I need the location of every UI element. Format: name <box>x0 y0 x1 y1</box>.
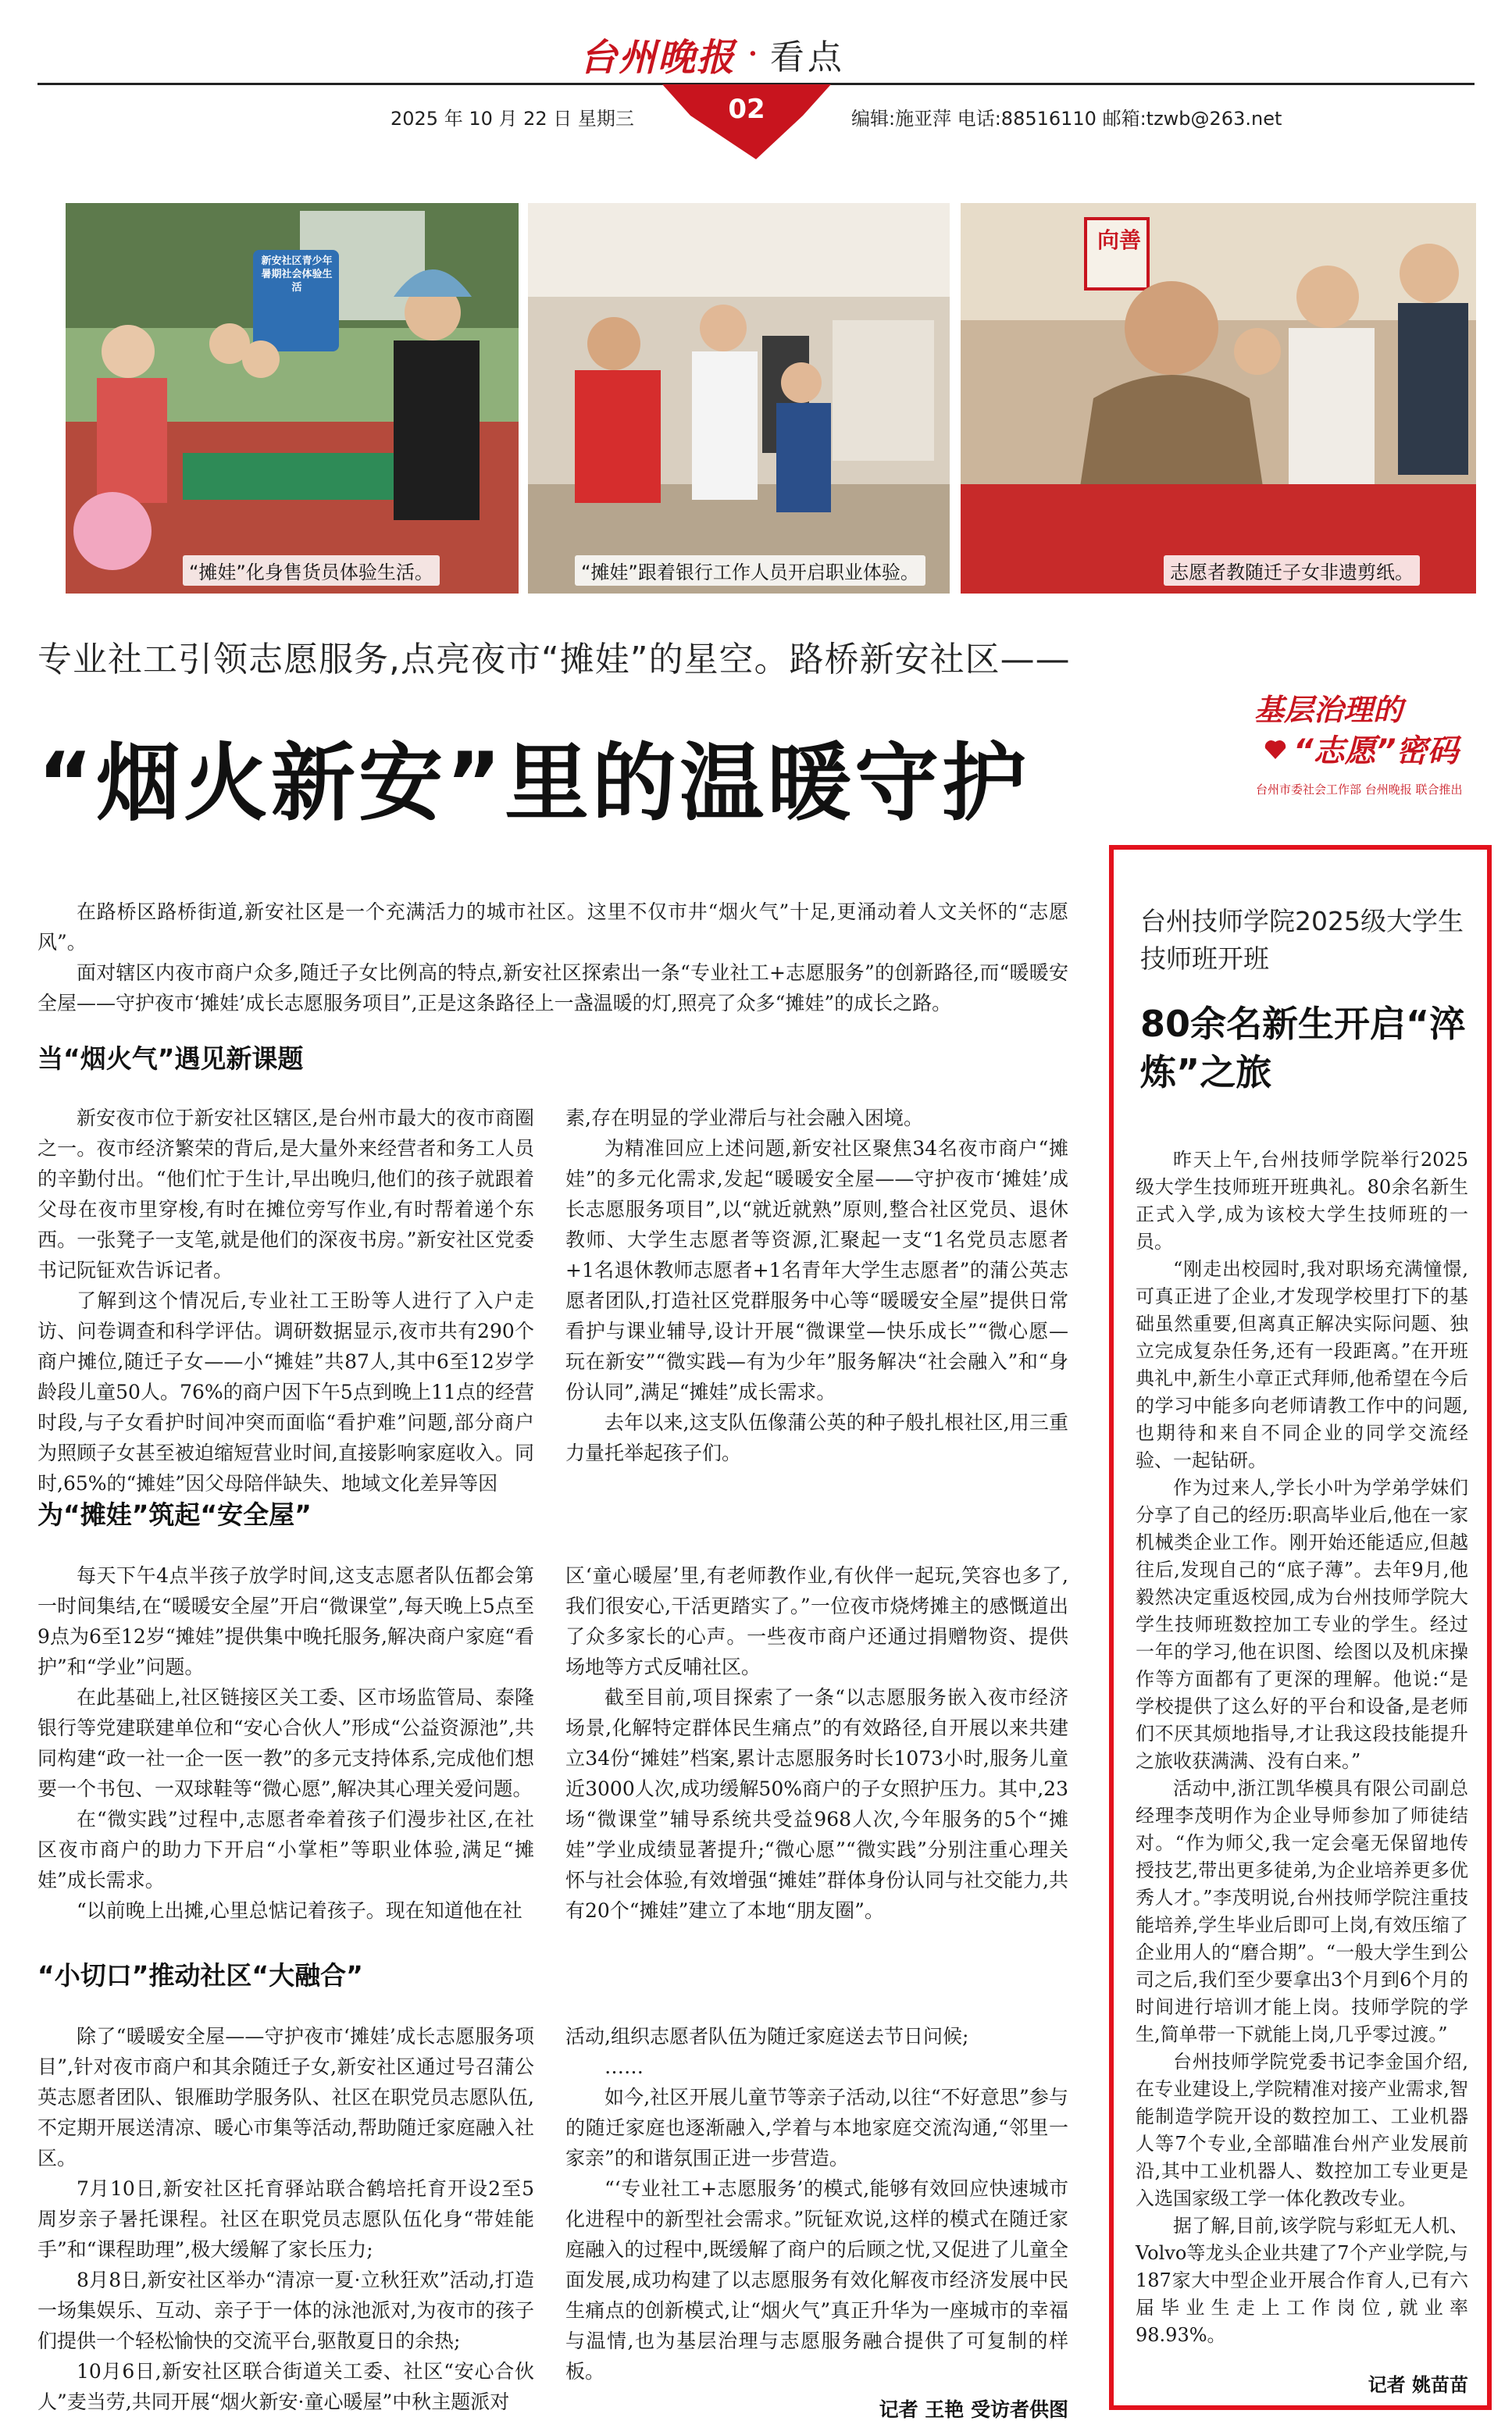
paragraph: 在此基础上,社区链接区关工委、区市场监管局、泰隆银行等党建联建单位和“安心合伙人”形成“公益资源池”,共同构建“政一社一企一医一教”的多元支持体系,完成他们想要一个书包、一双球鞋等“微心愿”,解决其心理关爱问题。 <box>37 1686 534 1800</box>
photo-bank-visit-image <box>528 203 950 594</box>
main-byline: 记者 王艳 受访者供图 <box>879 2398 1068 2421</box>
paragraph: 7月10日,新安社区托育驿站联合鹤培托育开设2至5周岁亲子暑托课程。社区在职党员志愿队伍化身“带娃能手”和“课程助理”,极大缓解了家长压力; <box>37 2177 534 2261</box>
sidebar-byline: 记者 姚苗苗 <box>1368 2374 1468 2396</box>
paragraph: 去年以来,这支队伍像蒲公英的种子般扎根社区,用三重力量托举起孩子们。 <box>565 1411 1068 1464</box>
paragraph: 新安夜市位于新安社区辖区,是台州市最大的夜市商圈之一。夜市经济繁荣的背后,是大量外来经营者和务工人员的辛勤付出。“他们忙于生计,早出晚归,他们的孩子就跟着父母在夜市里穿梭,有时在摊位旁写作业,有时帮着递个东西。一张凳子一支笔,就是他们的深夜书房。”新安社区党委书记阮钲欢告诉记者。 <box>37 1107 534 1282</box>
paragraph: 如今,社区开展儿童节等亲子活动,以往“不好意思”参与的随迁家庭也逐渐融入,学着与本地家庭交流沟通,“邻里一家亲”的和谐氛围正进一步营造。 <box>565 2086 1068 2169</box>
issue-date: 2025 年 10 月 22 日 星期三 <box>390 108 634 130</box>
section3-column-2 <box>565 2021 1068 2387</box>
section-heading: 当“烟火气”遇见新课题 <box>37 1043 304 1074</box>
section1-column-1 <box>37 1103 534 1499</box>
photo-paper-cutting-image <box>961 203 1476 594</box>
paragraph: “以前晚上出摊,心里总惦记着孩子。现在知道他在社 <box>77 1899 522 1922</box>
headline-kicker: 专业社工引领志愿服务,点亮夜市“摊娃”的星空。路桥新安社区—— <box>37 640 1071 679</box>
paragraph: 10月6日,新安社区联合街道关工委、社区“安心合伙人”麦当劳,共同开展“烟火新安·童心暖屋”中秋主题派对 <box>37 2360 534 2413</box>
issue-meta <box>390 94 1475 134</box>
paragraph: 作为过来人,学长小叶为学弟学妹们分享了自己的经历:职高毕业后,他在一家机械类企业工作。刚开始还能适应,但越往后,发现自己的“底子薄”。去年9月,他毅然决定重返校园,成为台州技师学院大学生技师班数控加工专业的学生。经过一年的学习,他在识图、绘图以及机床操作等方面都有了更深的理解。他说:“是学校提供了这么好的平台和设备,是老师们不厌其烦地指导,才让我这段技能提升之旅收获满满、没有白来。” <box>1136 1477 1468 1772</box>
paragraph: 在“微实践”过程中,志愿者牵着孩子们漫步社区,在社区夜市商户的助力下开启“小掌柜”等职业体验,满足“摊娃”成长需求。 <box>37 1808 534 1891</box>
section3-column-1 <box>37 2021 534 2417</box>
paragraph: 昨天上午,台州技师学院举行2025级大学生技师班开班典礼。80余名新生正式入学,成为该校大学生技师班的一员。 <box>1136 1149 1468 1253</box>
photo-bank-visit <box>528 203 950 594</box>
paragraph: …… <box>604 2055 644 2078</box>
masthead <box>579 27 908 81</box>
paper-name: 台州晚报 <box>579 35 736 80</box>
paragraph: 每天下午4点半孩子放学时间,这支志愿者队伍都会第一时间集结,在“暖暖安全屋”开启“微课堂”,每天晚上5点至9点为6至12岁“摊娃”提供集中晚托服务,解决商户家庭“看护”和“学业”问题。 <box>37 1564 534 1678</box>
heart-icon <box>1262 736 1289 762</box>
photo-caption: “摊娃”化身售货员体验生活。 <box>183 555 440 586</box>
photo-caption: 志愿者教随迁子女非遗剪纸。 <box>1164 555 1420 586</box>
logo-line-3: 台州市委社会工作部 台州晚报 联合推出 <box>1256 783 1463 797</box>
paragraph: 面对辖区内夜市商户众多,随迁子女比例高的特点,新安社区探索出一条“专业社工+志愿服务”的创新路径,而“暖暖安全屋——守护夜市‘摊娃’成长志愿服务项目”,正是这条路径上一盏温暖的灯,照亮了众多“摊娃”的成长之路。 <box>37 961 1068 1014</box>
paragraph: 素,存在明显的学业滞后与社会融入困境。 <box>565 1107 923 1129</box>
paragraph: 除了“暖暖安全屋——守护夜市‘摊娃’成长志愿服务项目”,针对夜市商户和其余随迁子女,新安社区通过号召蒲公英志愿者团队、银雁助学服务队、社区在职党员志愿队伍,不定期开展送清凉、暖心市集等活动,帮助随迁家庭融入社区。 <box>37 2025 534 2169</box>
section2-column-2 <box>565 1560 1068 1926</box>
section-heading: “小切口”推动社区“大融合” <box>37 1960 363 1991</box>
paragraph: 截至目前,项目探索了一条“以志愿服务嵌入夜市经济场景,化解特定群体民生痛点”的有效路径,自开展以来共建立34份“摊娃”档案,累计志愿服务时长1073小时,服务儿童近3000人次,成功缓解50%商户的子女照护压力。其中,23场“微课堂”辅导系统共受益968人次,今年服务的5个“摊娃”学业成绩显著提升;“微心愿”“微实践”分别注重心理关怀与社会体验,有效增强“摊娃”群体身份认同与社交能力,共有20个“摊娃”建立了本地“朋友圈”。 <box>565 1686 1068 1922</box>
masthead-dot: · <box>748 38 758 70</box>
column-logo <box>1250 681 1476 814</box>
photo-sign-text: 向善 <box>1097 227 1141 253</box>
sidebar-article <box>1109 845 1492 2410</box>
photo-paper-cutting <box>961 203 1476 594</box>
sidebar-kicker: 台州技师学院2025级大学生技师班开班 <box>1140 906 1464 974</box>
headline-title: “烟火新安”里的温暖守护 <box>37 735 1029 832</box>
paragraph: “刚走出校园时,我对职场充满憧憬,可真正进了企业,才发现学校里打下的基础虽然重要,但离真正解决实际问题、独立完成复杂任务,还有一段距离。”在开班典礼中,新生小章正式拜师,他希望在今后的学习中能多向老师请教工作中的问题,也期待和来自不同企业的同学交流经验、一起钻研。 <box>1136 1258 1468 1471</box>
logo-line-1: 基层治理的 <box>1254 693 1403 727</box>
paragraph: 活动中,浙江凯华模具有限公司副总经理李茂明作为企业导师参加了师徒结对。“作为师父,我一定会毫无保留地传授技艺,带出更多徒弟,为企业培养更多优秀人才。”李茂明说,台州技师学院注重技能培养,学生毕业后即可上岗,有效压缩了企业用人的“磨合期”。“一般大学生到公司之后,我们至少要拿出3个月到6个月的时间进行培训才能上岗。技师学院的学生,简单带一下就能上岗,几乎零过渡。” <box>1136 1777 1468 2045</box>
paragraph: 台州技师学院党委书记李金国介绍,在专业建设上,学院精准对接产业需求,智能制造学院开设的数控加工、工业机器人等7个专业,全部瞄准台州产业发展前沿,其中工业机器人、数控加工专业更是入选国家级工学一体化教改专业。 <box>1136 2051 1468 2209</box>
paragraph: 据了解,目前,该学院与彩虹无人机、Volvo等龙头企业共建了7个产业学院,与187家大中型企业开展合作育人,已有六届毕业生走上工作岗位,就业率98.93%。 <box>1136 2215 1468 2346</box>
paragraph: 区‘童心暖屋’里,有老师教作业,有伙伴一起玩,笑容也多了,我们很安心,干活更踏实了。”一位夜市烧烤摊主的感慨道出了众多家长的心声。一些夜市商户还通过捐赠物资、提供场地等方式反哺社区。 <box>565 1564 1068 1678</box>
editor-info: 编辑:施亚萍 电话:88516110 邮箱:tzwb@263.net <box>851 108 1282 130</box>
paragraph: 活动,组织志愿者队伍为随迁家庭送去节日问候; <box>565 2025 969 2048</box>
section2-column-1 <box>37 1560 534 1926</box>
intro-text <box>37 897 1068 1018</box>
logo-line-2: “志愿”密码 <box>1293 733 1459 769</box>
paragraph: 为精准回应上述问题,新安社区聚焦34名夜市商户“摊娃”的多元化需求,发起“暖暖安全屋——守护夜市‘摊娃’成长志愿服务项目”,以“就近就熟”原则,整合社区党员、退休教师、大学生志愿者等资源,汇聚起一支“1名党员志愿者+1名退休教师志愿者+1名青年大学生志愿者”的蒲公英志愿者团队,打造社区党群服务中心等“暖暖安全屋”提供日常看护与课业辅导,设计开展“微课堂—快乐成长”“微心愿—玩在新安”“微实践—有为少年”服务解决“社会融入”和“身份认同”,满足“摊娃”成长需求。 <box>565 1137 1068 1403</box>
page-number: 02 <box>728 94 765 125</box>
paragraph: 8月8日,新安社区举办“清凉一夏·立秋狂欢”活动,打造一场集娱乐、互动、亲子于一体的泳池派对,为夜市的孩子们提供一个轻松愉快的交流平台,驱散夏日的余热; <box>37 2269 534 2352</box>
paragraph: “‘专业社工+志愿服务’的模式,能够有效回应快速城市化进程中的新型社会需求。”阮钲欢说,这样的模式在随迁家庭融入的过程中,既缓解了商户的后顾之忧,又促进了儿童全面发展,成功构建了以志愿服务有效化解夜市经济发展中民生痛点的创新模式,让“烟火气”真正升华为一座城市的幸福与温情,也为基层治理与志愿服务融合提供了可复制的样板。 <box>565 2177 1068 2383</box>
paragraph: 了解到这个情况后,专业社工王盼等人进行了入户走访、问卷调查和科学评估。调研数据显示,夜市共有290个商户摊位,随迁子女——小“摊娃”共87人,其中6至12岁学龄段儿童50人。76%的商户因下午5点到晚上11点的经营时段,与子女看护时间冲突而面临“看护难”问题,部分商户为照顾子女甚至被迫缩短营业时间,直接影响家庭收入。同时,65%的“摊娃”因父母陪伴缺失、地域文化差异等因 <box>37 1289 534 1495</box>
sidebar-title: 80余名新生开启“淬炼”之旅 <box>1140 1003 1466 1093</box>
section-name: 看点 <box>769 37 845 77</box>
photo-sign-text: 新安社区青少年暑期社会体验生活 <box>261 255 333 294</box>
paragraph: 在路桥区路桥街道,新安社区是一个充满活力的城市社区。这里不仅市井“烟火气”十足,更涌动着人文关怀的“志愿风”。 <box>37 900 1068 954</box>
page-number-tab <box>662 84 831 159</box>
sidebar-body <box>1136 1146 1468 2349</box>
section1-column-2 <box>565 1103 1068 1468</box>
photo-caption: “摊娃”跟着银行工作人员开启职业体验。 <box>575 555 925 586</box>
section-heading: 为“摊娃”筑起“安全屋” <box>37 1499 312 1530</box>
